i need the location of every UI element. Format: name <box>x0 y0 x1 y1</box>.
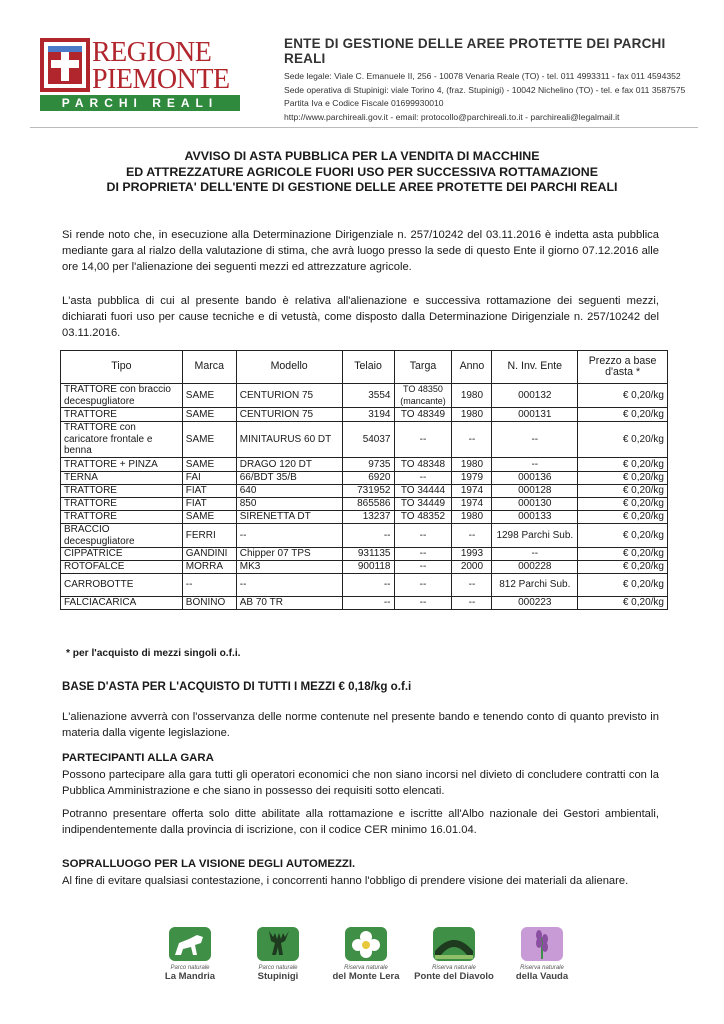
cell-anno: 1980 <box>452 511 492 524</box>
cell-marca: FERRI <box>182 524 236 548</box>
cell-targa: TO 48349 <box>394 408 452 422</box>
cell-modello: DRAGO 120 DT <box>236 458 342 472</box>
cell-anno: 1993 <box>452 548 492 561</box>
cell-n-inv-ente: 000130 <box>492 498 578 511</box>
cell-tipo: TRATTORE <box>61 511 183 524</box>
base-asta-heading: BASE D'ASTA PER L'ACQUISTO DI TUTTI I MEZZI € 0,18/kg o.f.i <box>62 680 412 693</box>
cell-tipo: FALCIACARICA <box>61 597 183 610</box>
cell-n-inv-ente: -- <box>492 458 578 472</box>
cell-marca: SAME <box>182 458 236 472</box>
cell-modello: -- <box>236 524 342 548</box>
table-row <box>61 422 668 458</box>
title-line3: DI PROPRIETA' DELL'ENTE DI GESTIONE DELLE AREE PROTETTE DEI PARCHI REALI <box>106 180 618 194</box>
header-marca: Marca <box>182 351 236 384</box>
cell-prezzo: € 0,20/kg <box>578 472 668 485</box>
cell-tipo: TRATTORE con caricatore frontale e benna <box>61 422 183 458</box>
park-la-mandria-name: La Mandria <box>164 971 216 982</box>
cell-marca: -- <box>182 574 236 597</box>
table-row <box>61 597 668 610</box>
cell-marca: MORRA <box>182 561 236 574</box>
cell-targa: -- <box>394 548 452 561</box>
header-n-inv-ente: N. Inv. Ente <box>492 351 578 384</box>
park-la-mandria <box>150 925 230 995</box>
cell-modello: CENTURION 75 <box>236 384 342 408</box>
header-tipo: Tipo <box>61 351 183 384</box>
cell-telaio: 13237 <box>342 511 394 524</box>
cell-anno: 1980 <box>452 408 492 422</box>
cell-prezzo: € 0,20/kg <box>578 561 668 574</box>
cell-modello: AB 70 TR <box>236 597 342 610</box>
cell-anno: -- <box>452 422 492 458</box>
cell-modello: MK3 <box>236 561 342 574</box>
header-modello: Modello <box>236 351 342 384</box>
park-ponte-del-diavolo-name: Ponte del Diavolo <box>414 971 494 982</box>
cell-marca: SAME <box>182 384 236 408</box>
cell-tipo: CIPPATRICE <box>61 548 183 561</box>
cell-targa: -- <box>394 597 452 610</box>
cell-prezzo: € 0,20/kg <box>578 574 668 597</box>
cell-n-inv-ente: 000131 <box>492 408 578 422</box>
cell-targa: -- <box>394 472 452 485</box>
cell-targa: TO 34449 <box>394 498 452 511</box>
header-targa: Targa <box>394 351 452 384</box>
cell-marca: SAME <box>182 422 236 458</box>
cell-targa: TO 34444 <box>394 485 452 498</box>
cell-prezzo: € 0,20/kg <box>578 524 668 548</box>
table-row <box>61 384 668 408</box>
cell-telaio: 54037 <box>342 422 394 458</box>
park-stupinigi <box>238 925 318 995</box>
cell-telaio: 3554 <box>342 384 394 408</box>
table-header-row <box>61 351 668 384</box>
regione-piemonte-emblem-icon <box>40 38 90 92</box>
logo-line2: PIEMONTE <box>92 64 230 95</box>
logo-text <box>92 39 230 93</box>
ente-sede-operativa: Sede operativa di Stupinigi: viale Torino 4, (fraz. Stupinigi) - 10042 Nichelino (TO) - tel. e fax 011 3587575 <box>284 84 686 95</box>
cell-targa: TO 48348 <box>394 458 452 472</box>
cell-n-inv-ente: 000223 <box>492 597 578 610</box>
cell-tipo: BRACCIO decespugliatore <box>61 524 183 548</box>
cell-marca: BONINO <box>182 597 236 610</box>
park-logos <box>150 925 580 995</box>
cell-modello: -- <box>236 574 342 597</box>
park-stupinigi-name: Stupinigi <box>257 971 299 982</box>
cell-telaio: 731952 <box>342 485 394 498</box>
cell-anno: -- <box>452 597 492 610</box>
cell-prezzo: € 0,20/kg <box>578 485 668 498</box>
cell-tipo: ROTOFALCE <box>61 561 183 574</box>
cell-tipo: TRATTORE con braccio decespugliatore <box>61 384 183 408</box>
cell-targa: -- <box>394 574 452 597</box>
cell-prezzo: € 0,20/kg <box>578 511 668 524</box>
cell-n-inv-ente: 000128 <box>492 485 578 498</box>
cell-prezzo: € 0,20/kg <box>578 384 668 408</box>
park-vauda-top: Riserva naturale <box>520 965 564 971</box>
cell-n-inv-ente: 000228 <box>492 561 578 574</box>
cell-modello: CENTURION 75 <box>236 408 342 422</box>
vehicles-table <box>60 350 668 610</box>
cell-telaio: 931135 <box>342 548 394 561</box>
partecipanti-paragraph1: Possono partecipare alla gara tutti gli operatori economici che non siano incorsi nel divieto di concludere contratti con la Pubblica Amministrazione e che siano in possesso dei requisiti sotto elencati. <box>62 769 659 797</box>
cell-tipo: TRATTORE <box>61 408 183 422</box>
header-prezzo: Prezzo a base d'asta * <box>578 351 668 384</box>
logo-band: PARCHI REALI <box>40 95 240 111</box>
table-row <box>61 498 668 511</box>
cell-anno: 2000 <box>452 561 492 574</box>
cell-n-inv-ente: 1298 Parchi Sub. <box>492 524 578 548</box>
park-ponte-del-diavolo <box>414 925 494 995</box>
title-line1: AVVISO DI ASTA PUBBLICA PER LA VENDITA DI MACCHINE <box>184 149 540 163</box>
cell-modello: SIRENETTA DT <box>236 511 342 524</box>
park-vauda-name: della Vauda <box>515 971 569 982</box>
bridge-icon <box>431 925 477 963</box>
cell-modello: MINITAURUS 60 DT <box>236 422 342 458</box>
vehicles-table-body <box>61 384 668 610</box>
cell-marca: FIAT <box>182 498 236 511</box>
header-anno: Anno <box>452 351 492 384</box>
cell-tipo: CARROBOTTE <box>61 574 183 597</box>
deer-icon <box>255 925 301 963</box>
table-row <box>61 472 668 485</box>
park-stupinigi-top: Parco naturale <box>258 965 298 971</box>
cell-telaio: -- <box>342 574 394 597</box>
ente-contacts: http://www.parchireali.gov.it - email: protocollo@parchireali.to.it - parchireali@legalmail.it <box>284 111 620 122</box>
ente-header <box>284 36 694 124</box>
cell-n-inv-ente: 000133 <box>492 511 578 524</box>
park-vauda <box>502 925 582 995</box>
flower-icon <box>343 925 389 963</box>
cell-n-inv-ente: -- <box>492 548 578 561</box>
cell-telaio: -- <box>342 524 394 548</box>
cell-marca: FAI <box>182 472 236 485</box>
intro2-paragraph: L'asta pubblica di cui al presente bando è relativa all'alienazione e successiva rottamazione dei seguenti mezzi, dichiarati fuori uso per cause tecniche e di vetustà, come disposto dalla Determinazione Dirigenziale n. 257/10242 del 03.11.2016. <box>62 295 659 339</box>
park-monte-lera <box>326 925 406 995</box>
cell-n-inv-ente: 000136 <box>492 472 578 485</box>
intro-paragraph: Si rende noto che, in esecuzione alla Determinazione Dirigenziale n. 257/10242 del 03.11.2016 è indetta asta pubblica mediante gara al rialzo della valutazione di stima, che avrà luogo presso la sede di questo Ente il giorno 07.12.2016 alle ore 14,00 per l'alienazione dei seguenti mezzi ed attrezzature agricole. <box>62 229 659 273</box>
cell-targa: TO 48350 (mancante) <box>394 384 452 408</box>
cell-prezzo: € 0,20/kg <box>578 422 668 458</box>
cell-telaio: 865586 <box>342 498 394 511</box>
cell-telaio: 900118 <box>342 561 394 574</box>
title-line2: ED ATTREZZATURE AGRICOLE FUORI USO PER SUCCESSIVA ROTTAMAZIONE <box>126 164 598 179</box>
cell-modello: 66/BDT 35/B <box>236 472 342 485</box>
park-ponte-del-diavolo-top: Riserva naturale <box>432 965 476 971</box>
table-row <box>61 561 668 574</box>
cell-prezzo: € 0,20/kg <box>578 408 668 422</box>
cell-n-inv-ente: 000132 <box>492 384 578 408</box>
table-row <box>61 548 668 561</box>
header-divider <box>30 127 698 128</box>
logo-line1: REGIONE <box>92 37 212 68</box>
table-row <box>61 574 668 597</box>
cell-tipo: TERNA <box>61 472 183 485</box>
cell-marca: FIAT <box>182 485 236 498</box>
cell-anno: 1980 <box>452 458 492 472</box>
ente-partita-iva: Partita Iva e Codice Fiscale 01699930010 <box>284 98 444 108</box>
cell-prezzo: € 0,20/kg <box>578 498 668 511</box>
cell-modello: 850 <box>236 498 342 511</box>
sopralluogo-paragraph: Al fine di evitare qualsiasi contestazione, i concorrenti hanno l'obbligo di prendere visione dei materiali da alienare. <box>62 875 629 887</box>
park-monte-lera-name: del Monte Lera <box>332 971 400 982</box>
cell-telaio: -- <box>342 597 394 610</box>
cell-anno: 1979 <box>452 472 492 485</box>
lavender-icon <box>519 925 565 963</box>
cell-marca: SAME <box>182 511 236 524</box>
cell-tipo: TRATTORE <box>61 485 183 498</box>
table-row <box>61 408 668 422</box>
cell-targa: -- <box>394 422 452 458</box>
cell-targa: TO 48352 <box>394 511 452 524</box>
cell-targa: -- <box>394 561 452 574</box>
cell-anno: 1974 <box>452 498 492 511</box>
cell-targa: -- <box>394 524 452 548</box>
cell-telaio: 9735 <box>342 458 394 472</box>
table-row <box>61 485 668 498</box>
cell-prezzo: € 0,20/kg <box>578 548 668 561</box>
park-monte-lera-top: Riserva naturale <box>344 965 388 971</box>
alienazione-paragraph: L'alienazione avverrà con l'osservanza delle norme contenute nel presente bando e tenendo conto di quanto previsto in materia dalla vigente legislazione. <box>62 711 659 739</box>
table-row <box>61 458 668 472</box>
price-note: * per l'acquisto di mezzi singoli o.f.i. <box>66 648 241 659</box>
cell-anno: 1974 <box>452 485 492 498</box>
cell-anno: -- <box>452 574 492 597</box>
cell-modello: 640 <box>236 485 342 498</box>
cell-tipo: TRATTORE <box>61 498 183 511</box>
document-title <box>0 149 724 196</box>
regione-piemonte-logo <box>40 38 240 112</box>
cell-tipo: TRATTORE + PINZA <box>61 458 183 472</box>
cell-anno: -- <box>452 524 492 548</box>
ente-title: ENTE DI GESTIONE DELLE AREE PROTETTE DEI PARCHI REALI <box>284 36 666 66</box>
header-telaio: Telaio <box>342 351 394 384</box>
table-row <box>61 511 668 524</box>
cell-marca: GANDINI <box>182 548 236 561</box>
park-la-mandria-top: Parco naturale <box>170 965 210 971</box>
cell-telaio: 3194 <box>342 408 394 422</box>
partecipanti-paragraph2: Potranno presentare offerta solo ditte abilitate alla rottamazione e iscritte all'Albo nazionale dei Gestori ambientali, indipendentemente dalla provincia di iscrizione, con il codice CER minimo 16.01.04. <box>62 808 659 836</box>
cell-n-inv-ente: 812 Parchi Sub. <box>492 574 578 597</box>
partecipanti-heading: PARTECIPANTI ALLA GARA <box>62 752 214 764</box>
cell-prezzo: € 0,20/kg <box>578 597 668 610</box>
ente-sede-legale: Sede legale: Viale C. Emanuele II, 256 - 10078 Venaria Reale (TO) - tel. 011 4993311 - fax 011 4594352 <box>284 71 681 81</box>
cell-anno: 1980 <box>452 384 492 408</box>
cell-prezzo: € 0,20/kg <box>578 458 668 472</box>
cell-modello: Chipper 07 TPS <box>236 548 342 561</box>
horses-icon <box>167 925 213 963</box>
sopralluogo-heading: SOPRALLUOGO PER LA VISIONE DEGLI AUTOMEZZI. <box>62 858 356 870</box>
cell-telaio: 6920 <box>342 472 394 485</box>
cell-n-inv-ente: -- <box>492 422 578 458</box>
cell-marca: SAME <box>182 408 236 422</box>
table-row <box>61 524 668 548</box>
